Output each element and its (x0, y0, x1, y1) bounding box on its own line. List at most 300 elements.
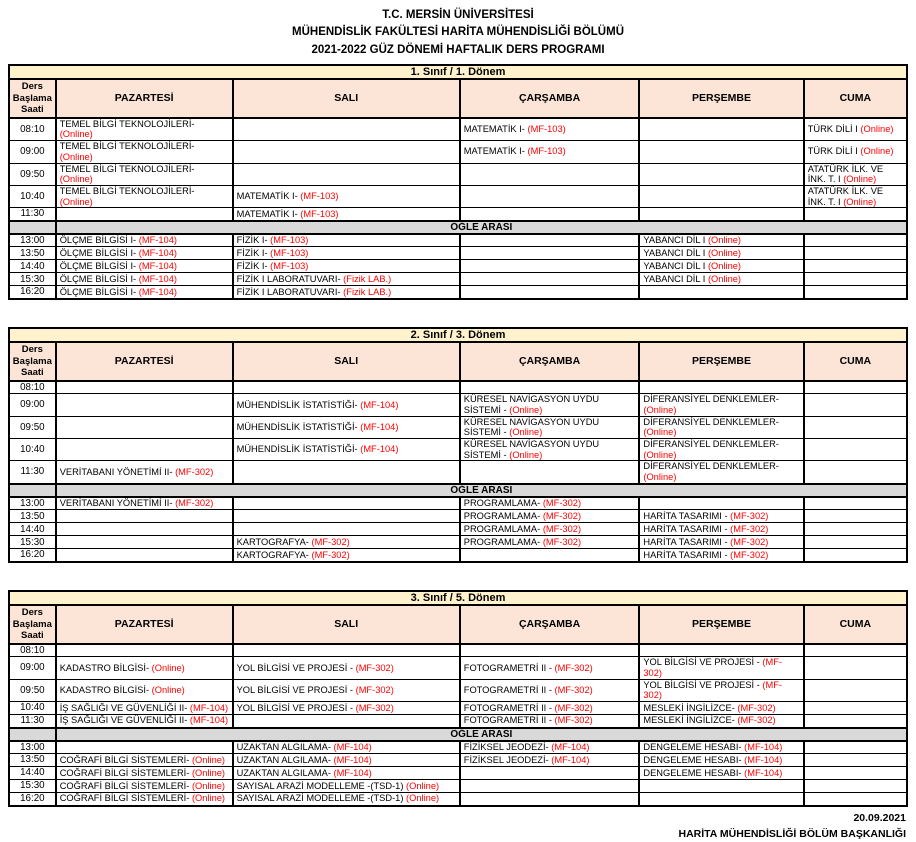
course-name: DİFERANSİYEL DENKLEMLER- (643, 394, 779, 404)
empty-cell (804, 510, 907, 523)
schedule-row (9, 439, 907, 461)
empty-cell (804, 416, 907, 438)
empty-cell (460, 247, 640, 260)
course-name: PROGRAMLAMA- (464, 524, 540, 534)
room-code: (Online) (192, 793, 225, 803)
day-header: ÇARŞAMBA (460, 79, 640, 118)
course-name: TÜRK DİLİ I (808, 124, 858, 134)
empty-cell (639, 141, 803, 163)
time-cell: 13:50 (9, 510, 56, 523)
empty-cell (460, 767, 640, 780)
schedule-row (9, 381, 907, 394)
empty-cell (460, 260, 640, 273)
empty-cell (804, 394, 907, 416)
room-code: (MF-302) (356, 685, 394, 695)
course-name: YABANCI DİL I (643, 261, 705, 271)
schedule-row (9, 234, 907, 247)
empty-cell (56, 644, 233, 657)
course-cell (233, 780, 460, 793)
day-header: ÇARŞAMBA (460, 605, 640, 644)
schedule-row (9, 497, 907, 510)
course-name: DENGELEME HESABI- (643, 742, 741, 752)
course-name: TEMEL BİLGİ TEKNOLOJİLERİ- (60, 186, 195, 196)
day-header: PAZARTESİ (56, 342, 233, 381)
course-name: TÜRK DİLİ I (808, 146, 858, 156)
empty-cell (233, 163, 460, 185)
room-code: (MF-103) (270, 235, 308, 245)
course-cell (56, 715, 233, 728)
course-cell (233, 394, 460, 416)
table-title: 3. Sınıf / 5. Dönem (9, 591, 907, 605)
room-code: (MF-104) (360, 422, 398, 432)
time-cell: 16:20 (9, 286, 56, 299)
room-code: (MF-104) (190, 715, 228, 725)
course-name: FİZİKSEL JEODEZİ- (464, 755, 549, 765)
room-code: (Online) (60, 197, 93, 207)
time-cell: 09:00 (9, 657, 56, 679)
time-cell: 09:50 (9, 163, 56, 185)
day-header: PAZARTESİ (56, 605, 233, 644)
room-code: (Online) (643, 472, 676, 482)
course-cell (233, 741, 460, 754)
course-cell (56, 657, 233, 679)
room-code: (MF-302) (730, 550, 768, 560)
schedule-row (9, 657, 907, 679)
course-name: KARTOGRAFYA- (237, 550, 309, 560)
course-cell (460, 416, 640, 438)
course-name: ATATÜRK İLK. VE İNK. T. I (808, 164, 883, 185)
schedule-row (9, 260, 907, 273)
course-cell (804, 185, 907, 207)
schedule-row (9, 741, 907, 754)
empty-cell (804, 679, 907, 701)
room-code: (Online) (708, 248, 741, 258)
empty-cell (804, 497, 907, 510)
room-code: (MF-302) (312, 550, 350, 560)
course-cell (460, 679, 640, 701)
course-cell (639, 679, 803, 701)
room-code: (Online) (152, 685, 185, 695)
course-name: UZAKTAN ALGILAMA- (237, 755, 331, 765)
course-cell (56, 461, 233, 484)
room-code: (Online) (509, 427, 542, 437)
empty-cell (804, 381, 907, 394)
course-name: MATEMATİK I- (464, 124, 525, 134)
course-name: TEMEL BİLGİ TEKNOLOJİLERİ- (60, 164, 195, 174)
course-cell (460, 715, 640, 728)
empty-cell (233, 118, 460, 141)
empty-cell (639, 780, 803, 793)
time-cell: 13:50 (9, 247, 56, 260)
room-code: (MF-104) (744, 768, 782, 778)
course-cell (56, 793, 233, 806)
lunch-label: ÖĞLE ARASI (56, 221, 907, 234)
empty-cell (639, 208, 803, 221)
course-name: HARİTA TASARIMI - (643, 537, 727, 547)
empty-cell (233, 141, 460, 163)
course-cell (56, 754, 233, 767)
day-header: SALI (233, 79, 460, 118)
empty-cell (56, 549, 233, 562)
empty-cell (804, 741, 907, 754)
schedule-row (9, 273, 907, 286)
empty-cell (639, 381, 803, 394)
title-line-faculty: MÜHENDİSLİK FAKÜLTESİ HARİTA MÜHENDİSLİĞİ BÖLÜMÜ (8, 24, 908, 41)
room-code: (MF-104) (334, 755, 372, 765)
course-name: DİFERANSİYEL DENKLEMLER- (643, 417, 779, 427)
course-cell (56, 260, 233, 273)
room-code: (MF-104) (744, 742, 782, 752)
room-code: (Online) (192, 768, 225, 778)
time-cell: 13:50 (9, 754, 56, 767)
time-cell: 15:30 (9, 273, 56, 286)
room-code: (Online) (509, 405, 542, 415)
course-name: KÜRESEL NAVİGASYON UYDU SİSTEMİ - (464, 394, 599, 415)
schedule-row (9, 767, 907, 780)
room-code: (MF-104) (139, 287, 177, 297)
room-code: (Online) (860, 146, 893, 156)
course-cell (233, 679, 460, 701)
course-cell (460, 741, 640, 754)
course-cell (233, 247, 460, 260)
empty-cell (233, 644, 460, 657)
course-cell (56, 234, 233, 247)
room-code: (MF-104) (360, 400, 398, 410)
room-code: (MF-104) (139, 235, 177, 245)
course-name: DİFERANSİYEL DENKLEMLER- (643, 439, 779, 449)
course-name: YOL BİLGİSİ VE PROJESİ - (643, 657, 759, 667)
schedule-row (9, 461, 907, 484)
empty-cell (804, 657, 907, 679)
course-cell (233, 549, 460, 562)
time-cell: 11:30 (9, 208, 56, 221)
course-name: FOTOGRAMETRİ II - (464, 703, 552, 713)
room-code: (Online) (509, 450, 542, 460)
course-name: TEMEL BİLGİ TEKNOLOJİLERİ- (60, 119, 195, 129)
time-cell: 16:20 (9, 793, 56, 806)
lunch-label: ÖĞLE ARASI (56, 484, 907, 497)
course-cell (639, 247, 803, 260)
table-title: 1. Sınıf / 1. Dönem (9, 65, 907, 79)
schedule-row (9, 185, 907, 207)
empty-cell (804, 780, 907, 793)
schedule-row (9, 163, 907, 185)
empty-cell (639, 163, 803, 185)
room-code: (Online) (406, 781, 439, 791)
schedule-row (9, 394, 907, 416)
schedule-row (9, 715, 907, 728)
room-code: (MF-302) (555, 715, 593, 725)
course-name: YOL BİLGİSİ VE PROJESİ - (237, 703, 353, 713)
room-code: (MF-104) (139, 274, 177, 284)
empty-cell (460, 381, 640, 394)
course-name: UZAKTAN ALGILAMA- (237, 768, 331, 778)
empty-cell (804, 549, 907, 562)
course-cell (56, 497, 233, 510)
course-name: KÜRESEL NAVİGASYON UYDU SİSTEMİ - (464, 417, 599, 438)
empty-cell (804, 715, 907, 728)
course-cell (639, 767, 803, 780)
room-code: (MF-104) (190, 703, 228, 713)
course-name: ÖLÇME BİLGİSİ I- (60, 261, 136, 271)
room-code: (MF-302) (175, 498, 213, 508)
lunch-row (9, 728, 907, 741)
course-cell (639, 741, 803, 754)
room-code: (MF-302) (643, 657, 782, 678)
course-cell (56, 118, 233, 141)
course-name: FİZİK I- (237, 261, 268, 271)
schedule-row (9, 780, 907, 793)
course-cell (56, 702, 233, 715)
footer-signature: HARİTA MÜHENDİSLİĞİ BÖLÜM BAŞKANLIĞI (8, 826, 906, 842)
room-code: (MF-302) (356, 663, 394, 673)
title-line-program: 2021-2022 GÜZ DÖNEMİ HAFTALIK DERS PROGRAMI (8, 42, 908, 59)
document-title (8, 7, 908, 59)
room-code: (MF-302) (175, 467, 213, 477)
room-code: (MF-103) (527, 124, 565, 134)
course-cell (460, 754, 640, 767)
course-cell (56, 247, 233, 260)
lunch-row (9, 484, 907, 497)
time-cell: 10:40 (9, 185, 56, 207)
course-cell (639, 439, 803, 461)
course-cell (639, 657, 803, 679)
schedule-table (8, 64, 908, 300)
course-cell (639, 260, 803, 273)
empty-cell (233, 461, 460, 484)
room-code: (MF-302) (737, 715, 775, 725)
table-title: 2. Sınıf / 3. Dönem (9, 328, 907, 342)
schedule-row (9, 679, 907, 701)
course-cell (639, 416, 803, 438)
course-cell (804, 163, 907, 185)
course-cell (233, 767, 460, 780)
empty-cell (460, 273, 640, 286)
course-cell (639, 234, 803, 247)
course-name: FİZİK I- (237, 235, 268, 245)
room-code: (Online) (643, 450, 676, 460)
day-header: PAZARTESİ (56, 79, 233, 118)
course-cell (639, 702, 803, 715)
time-cell: 15:30 (9, 536, 56, 549)
time-cell: 15:30 (9, 780, 56, 793)
course-name: SAYISAL ARAZİ MODELLEME -(TSD-1) (237, 793, 404, 803)
course-name: SAYISAL ARAZİ MODELLEME -(TSD-1) (237, 781, 404, 791)
course-cell (460, 657, 640, 679)
empty-cell (460, 549, 640, 562)
course-name: MÜHENDİSLİK İSTATİSTİĞİ- (237, 422, 358, 432)
course-cell (56, 185, 233, 207)
time-cell: 13:00 (9, 497, 56, 510)
empty-cell (804, 644, 907, 657)
course-name: VERİTABANI YÖNETİMİ II- (60, 498, 173, 508)
course-name: FİZİKSEL JEODEZİ- (464, 742, 549, 752)
course-cell (460, 702, 640, 715)
room-code: (MF-104) (551, 755, 589, 765)
course-cell (233, 273, 460, 286)
course-name: COĞRAFİ BİLGİ SİSTEMLERİ- (60, 781, 190, 791)
empty-cell (639, 793, 803, 806)
schedule-row (9, 702, 907, 715)
course-cell (56, 141, 233, 163)
empty-cell (56, 439, 233, 461)
room-code: (Fizik LAB.) (343, 274, 391, 284)
course-name: ÖLÇME BİLGİSİ I- (60, 248, 136, 258)
empty-cell (460, 234, 640, 247)
course-name: İŞ SAĞLIĞI VE GÜVENLİĞİ II- (60, 715, 188, 725)
room-code: (Online) (708, 235, 741, 245)
course-cell (460, 536, 640, 549)
course-cell (56, 679, 233, 701)
schedule-row (9, 247, 907, 260)
room-code: (Online) (60, 129, 93, 139)
schedule-table (8, 327, 908, 563)
course-name: FOTOGRAMETRİ II - (464, 685, 552, 695)
course-cell (639, 536, 803, 549)
course-cell (233, 234, 460, 247)
schedule-tables (8, 64, 908, 807)
room-code: (Online) (60, 174, 93, 184)
course-name: DİFERANSİYEL DENKLEMLER- (643, 461, 779, 471)
schedule-row (9, 644, 907, 657)
course-name: MATEMATİK I- (464, 146, 525, 156)
title-line-university: T.C. MERSİN ÜNİVERSİTESİ (8, 7, 908, 24)
time-cell: 14:40 (9, 260, 56, 273)
room-code: (Online) (843, 197, 876, 207)
room-code: (Online) (843, 174, 876, 184)
room-code: (Fizik LAB.) (343, 287, 391, 297)
time-cell: 10:40 (9, 439, 56, 461)
room-code: (Online) (192, 755, 225, 765)
course-name: YABANCI DİL I (643, 248, 705, 258)
course-cell (460, 141, 640, 163)
time-cell: 09:50 (9, 679, 56, 701)
room-code: (MF-104) (139, 248, 177, 258)
course-name: TEMEL BİLGİ TEKNOLOJİLERİ- (60, 141, 195, 151)
room-code: (MF-104) (360, 444, 398, 454)
room-code: (MF-104) (744, 755, 782, 765)
course-name: PROGRAMLAMA- (464, 511, 540, 521)
room-code: (Online) (708, 274, 741, 284)
empty-cell (56, 741, 233, 754)
schedule-row (9, 416, 907, 438)
empty-cell (56, 416, 233, 438)
time-cell: 11:30 (9, 461, 56, 484)
empty-cell (233, 510, 460, 523)
course-cell (460, 497, 640, 510)
lunch-label: ÖĞLE ARASI (56, 728, 907, 741)
course-name: COĞRAFİ BİLGİ SİSTEMLERİ- (60, 768, 190, 778)
course-cell (233, 286, 460, 299)
course-cell (56, 163, 233, 185)
schedule-row (9, 141, 907, 163)
course-cell (233, 185, 460, 207)
course-name: ÖLÇME BİLGİSİ I- (60, 235, 136, 245)
schedule-row (9, 286, 907, 299)
course-name: ÖLÇME BİLGİSİ I- (60, 287, 136, 297)
course-name: HARİTA TASARIMI - (643, 550, 727, 560)
empty-cell (460, 644, 640, 657)
empty-cell (639, 286, 803, 299)
day-header: PERŞEMBE (639, 605, 803, 644)
empty-cell (460, 163, 640, 185)
course-cell (639, 715, 803, 728)
course-cell (56, 273, 233, 286)
day-header: CUMA (804, 79, 907, 118)
empty-cell (460, 780, 640, 793)
course-cell (233, 754, 460, 767)
course-cell (804, 141, 907, 163)
room-code: (Online) (60, 152, 93, 162)
course-name: COĞRAFİ BİLGİ SİSTEMLERİ- (60, 793, 190, 803)
course-name: KÜRESEL NAVİGASYON UYDU SİSTEMİ - (464, 439, 599, 460)
time-cell: 09:00 (9, 394, 56, 416)
empty-cell (233, 381, 460, 394)
empty-cell (804, 702, 907, 715)
course-name: FİZİK I LABORATUVARI- (237, 274, 341, 284)
day-header: ÇARŞAMBA (460, 342, 640, 381)
empty-cell (639, 644, 803, 657)
room-code: (MF-103) (300, 209, 338, 219)
time-cell: 11:30 (9, 715, 56, 728)
course-name: MATEMATİK I- (237, 209, 298, 219)
course-name: YOL BİLGİSİ VE PROJESİ - (237, 663, 353, 673)
room-code: (MF-302) (356, 703, 394, 713)
time-cell: 16:20 (9, 549, 56, 562)
day-header: SALI (233, 605, 460, 644)
time-column-header: Ders Başlama Saati (9, 79, 56, 118)
course-name: UZAKTAN ALGILAMA- (237, 742, 331, 752)
room-code: (MF-104) (551, 742, 589, 752)
empty-cell (56, 536, 233, 549)
course-name: YOL BİLGİSİ VE PROJESİ - (643, 680, 759, 690)
schedule-row (9, 208, 907, 221)
document-footer (8, 810, 908, 842)
empty-cell (460, 461, 640, 484)
course-cell (639, 510, 803, 523)
schedule-row (9, 118, 907, 141)
course-name: FOTOGRAMETRİ II - (464, 715, 552, 725)
time-cell: 13:00 (9, 741, 56, 754)
course-cell (233, 208, 460, 221)
room-code: (Online) (192, 781, 225, 791)
empty-cell (460, 208, 640, 221)
day-header: CUMA (804, 605, 907, 644)
course-cell (460, 118, 640, 141)
course-cell (639, 394, 803, 416)
empty-cell (460, 185, 640, 207)
course-name: FİZİK I- (237, 248, 268, 258)
course-cell (56, 767, 233, 780)
course-name: YABANCI DİL I (643, 274, 705, 284)
empty-cell (56, 208, 233, 221)
empty-cell (56, 394, 233, 416)
course-name: FİZİK I LABORATUVARI- (237, 287, 341, 297)
room-code: (Online) (643, 427, 676, 437)
empty-cell (804, 523, 907, 536)
empty-cell (56, 523, 233, 536)
course-name: MÜHENDİSLİK İSTATİSTİĞİ- (237, 400, 358, 410)
course-cell (460, 510, 640, 523)
course-cell (233, 793, 460, 806)
empty-cell (804, 286, 907, 299)
course-name: ATATÜRK İLK. VE İNK. T. I (808, 186, 883, 207)
time-cell: 13:00 (9, 234, 56, 247)
room-code: (MF-302) (555, 663, 593, 673)
room-code: (Online) (643, 405, 676, 415)
course-cell (233, 536, 460, 549)
empty-cell (639, 185, 803, 207)
